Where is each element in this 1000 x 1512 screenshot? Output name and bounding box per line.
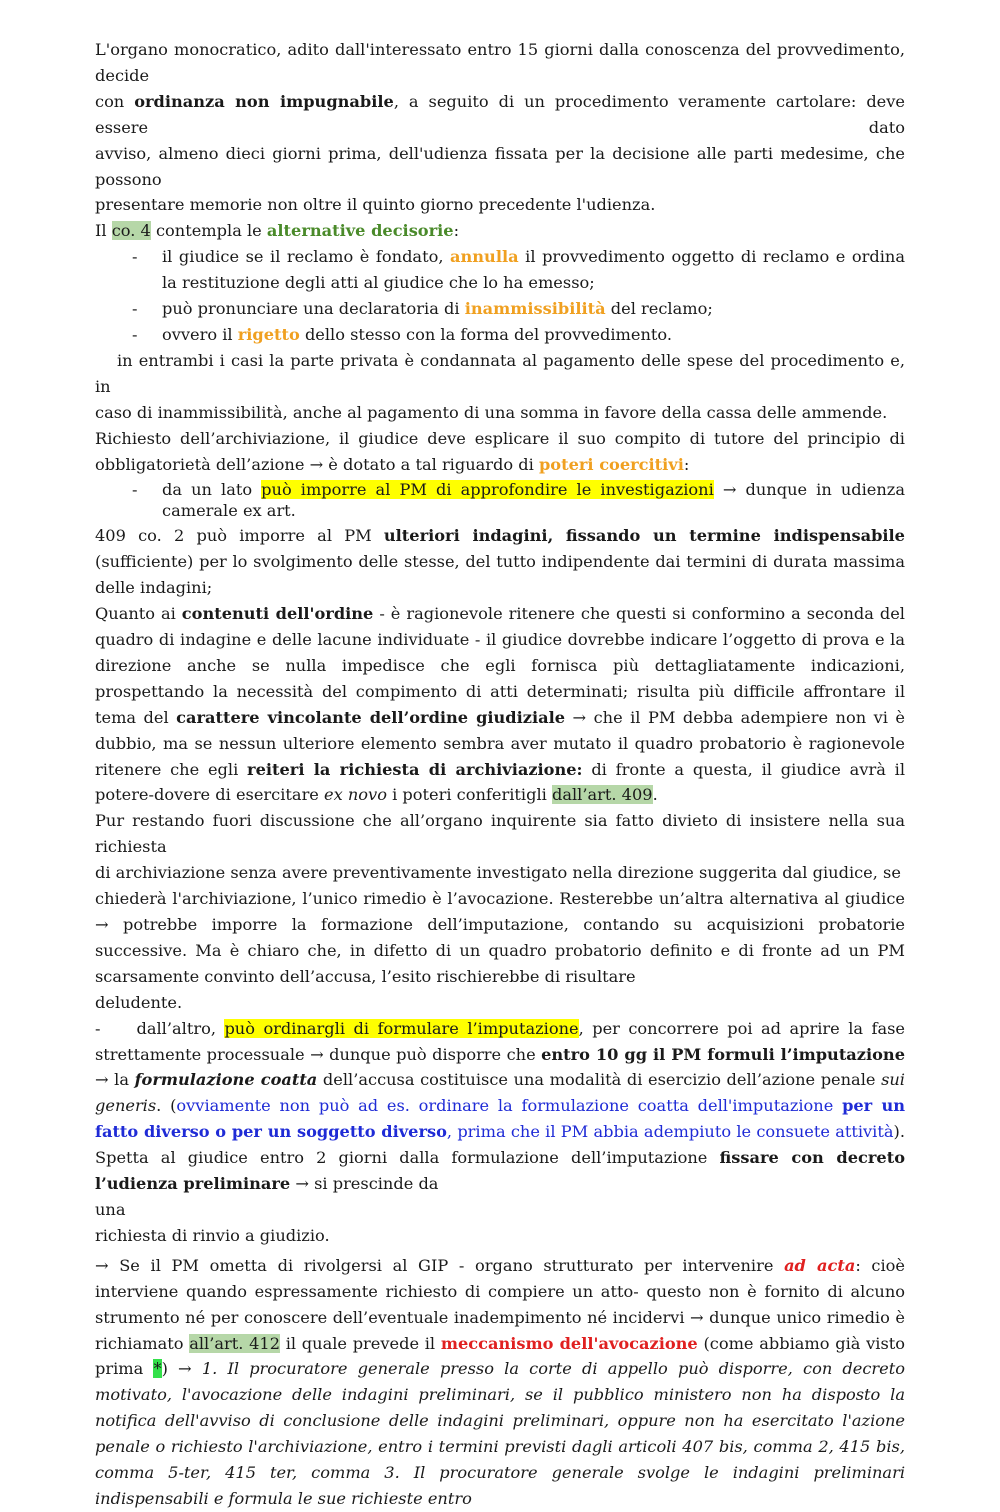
text: : cioè interviene quando espressamente richiesto di compiere un atto- questo non è fornito di alcuno strumento né per conoscere dell’eventuale inadempimento né incidervi → dunque unico rimedio è richiamato bbox=[95, 1255, 905, 1353]
text-line bbox=[95, 348, 905, 400]
text-line: Pur restando fuori discussione che all’organo inquirente sia fatto divieto di insistere nella sua richiesta bbox=[95, 811, 905, 857]
text: → Se il PM ometta di rivolgersi al GIP - organo strutturato per intervenire bbox=[95, 1255, 785, 1275]
text: i poteri conferitigli bbox=[386, 785, 552, 805]
bullet-item-annulla bbox=[95, 244, 905, 296]
paragraph-409-co2 bbox=[95, 523, 905, 601]
highlight-approfondire-investigazioni: può imporre al PM di approfondire le investigazioni bbox=[261, 480, 714, 500]
bold-fissare-decreto: fissare con decreto l’udienza preliminare bbox=[95, 1148, 905, 1194]
bullet-item-rigetto bbox=[95, 322, 905, 348]
text-block: chiederà l'archiviazione, l’unico rimedio è l’avocazione. Resterebbe un’altra alternativa al giudice → potrebbe imporre la formazione dell’imputazione, contando su acquisizioni probatorie successive. Ma è chiaro che, in difetto di un quadro probatorio definito e di fronte ad un PM scarsamente convinto dell’accusa, l’esito rischierebbe di risultare bbox=[95, 889, 905, 986]
text: può pronunciare una declaratoria di bbox=[162, 299, 465, 319]
text: → la bbox=[95, 1070, 135, 1090]
bullet-item-inammissibilita bbox=[95, 296, 905, 322]
paragraph-richiesto-archiviazione bbox=[95, 426, 905, 478]
bullet-dash: - bbox=[132, 247, 138, 267]
text: (sufficiente) per lo svolgimento delle stesse, del tutto indipendente dai termini di durata massima delle indagini; bbox=[95, 552, 905, 598]
bullet-dash: - bbox=[132, 299, 138, 319]
text: obbligatorietà dell’azione → è dotato a tal riguardo di bbox=[95, 454, 539, 474]
text: Il bbox=[95, 221, 112, 241]
italic-art-412-quote: 1. Il procuratore generale presso la corte di appello può disporre, con decreto motivato, l'avocazione delle indagini preliminari, se il pubblico ministero non ha disposto la notifica dell'avviso di conclusione delle indagini preliminari, oppure non ha esercitato l'azione penale o richiesto l'archiviazione, entro i termini previsti dagli articoli 407 bis, comma 2, 415 bis, comma 5-ter, 415 ter, comma 3. Il procuratore generale svolge le indagini preliminari indispensabili e formula le sue richieste entro bbox=[95, 1359, 905, 1508]
text-line: di archiviazione senza avere preventivamente investigato nella direzione suggerita dal giudice, se bbox=[95, 863, 901, 883]
text: (come abbiamo già visto prima bbox=[95, 1333, 906, 1379]
text-line: caso di inammissibilità, anche al pagamento di una somma in favore della cassa delle ammende. bbox=[95, 402, 888, 422]
blue-bold-fatto-diverso: per un fatto diverso o per un soggetto diverso bbox=[95, 1096, 905, 1142]
text: → dunque in udienza camerale ex art. bbox=[162, 480, 905, 521]
text: in entrambi i casi la parte privata è condannata al pagamento delle spese del procedimento e, in bbox=[95, 350, 905, 396]
green-alternative-decisorie: alternative decisorie bbox=[266, 221, 454, 241]
text-line: deludente. bbox=[95, 992, 183, 1012]
text-line: una bbox=[95, 1199, 126, 1219]
text: Quanto ai bbox=[95, 604, 182, 624]
bold-ulteriori-indagini: ulteriori indagini bbox=[383, 526, 548, 546]
text-line: presentare memorie non oltre il quinto giorno precedente l'udienza. bbox=[95, 195, 656, 215]
red-italic-ad-acta: ad acta bbox=[784, 1255, 856, 1275]
text: , bbox=[547, 526, 566, 546]
text: di fronte a questa, il giudice avrà il potere-dovere di esercitare bbox=[95, 759, 905, 805]
text-line bbox=[95, 89, 905, 141]
text: . bbox=[652, 785, 658, 805]
paragraph-avocazione bbox=[95, 1253, 905, 1512]
text: il giudice se il reclamo è fondato, bbox=[162, 247, 451, 267]
bold-contenuti-ordine: contenuti dell'ordine bbox=[181, 604, 374, 624]
highlight-art-412: all’art. 412 bbox=[189, 1333, 281, 1353]
orange-rigetto: rigetto bbox=[237, 324, 300, 344]
text: da un lato bbox=[162, 480, 262, 500]
text: il quale prevede il bbox=[280, 1333, 441, 1353]
paragraph-entrambi-casi bbox=[95, 348, 905, 426]
highlight-asterisk: * bbox=[153, 1359, 162, 1379]
orange-inammissibilita: inammissibilità bbox=[464, 299, 606, 319]
text: con bbox=[95, 91, 135, 111]
paragraph-formulare-imputazione bbox=[95, 1016, 905, 1249]
bullet-dash: - bbox=[95, 1018, 101, 1038]
text: del reclamo; bbox=[605, 299, 713, 319]
bullet-dash: - bbox=[132, 324, 138, 344]
text: contempla le bbox=[150, 221, 267, 241]
highlight-co4: co. 4 bbox=[111, 221, 151, 241]
text: → si prescinde da bbox=[290, 1174, 439, 1194]
text: , per concorrere poi ad aprire la fase strettamente processuale → dunque può disporre che bbox=[95, 1018, 906, 1064]
text: : bbox=[453, 221, 460, 241]
text-line: richiesta di rinvio a giudizio. bbox=[95, 1225, 330, 1245]
blue-ovviamente: ovviamente non può ad es. ordinare la formulazione coatta dell'imputazione bbox=[176, 1096, 843, 1116]
text: ovvero il bbox=[162, 324, 238, 344]
bold-ordinanza: ordinanza non impugnabile bbox=[134, 91, 394, 111]
bold-termine-indispensabile: fissando un termine indispensabile bbox=[565, 526, 905, 546]
paragraph-co4 bbox=[95, 218, 905, 244]
bold-reiteri-richiesta: reiteri la richiesta di archiviazione: bbox=[247, 759, 583, 779]
text: il provvedimento oggetto di reclamo e ordina la restituzione degli atti al giudice che lo ha emesso; bbox=[162, 247, 905, 293]
bold-italic-formulazione-coatta: formulazione coatta bbox=[134, 1070, 318, 1090]
bullet-dash: - bbox=[132, 480, 138, 500]
text-line: avviso, almeno dieci giorni prima, dell'udienza fissata per la decisione alle parti medesime, che possono bbox=[95, 143, 905, 189]
text: dall’altro, bbox=[136, 1018, 225, 1038]
text-line: L'organo monocratico, adito dall'interessato entro 15 giorni dalla conoscenza del provvedimento, decide bbox=[95, 40, 905, 85]
orange-poteri-coercitivi: poteri coercitivi bbox=[538, 454, 684, 474]
text: - è ragionevole ritenere che questi si conformino a seconda del quadro di indagine e delle lacune individuate - il giudice dovrebbe indicare l’oggetto di prova e la direzione anche se nulla impedisce che egli fornisca più dettagliatamente indicazioni, prospettando la necessità del compimento di atti determinati; risulta più difficile affrontare il tema del bbox=[95, 604, 905, 727]
red-meccanismo-avocazione: meccanismo dell'avocazione bbox=[440, 1333, 698, 1353]
text: dell’accusa costituisce una modalità di esercizio dell’azione penale bbox=[317, 1070, 882, 1090]
bold-carattere-vincolante: carattere vincolante dell’ordine giudiziale bbox=[176, 707, 566, 727]
text: → che il PM debba adempiere non vi è dubbio, ma se nessun ulteriore elemento sembra aver mutato il quadro probatorio è ragionevole ritenere che egli bbox=[95, 707, 905, 779]
blue-prima-che: , prima che il PM abbia adempiuto le consuete attività bbox=[446, 1122, 894, 1142]
text: ) → bbox=[161, 1359, 202, 1379]
document-page bbox=[95, 37, 905, 1512]
italic-ex-novo: ex novo bbox=[324, 785, 387, 805]
bold-entro-10-gg: entro 10 gg il PM formuli l’imputazione bbox=[541, 1044, 906, 1064]
text-line bbox=[95, 452, 905, 478]
paragraph-organo-monocratico bbox=[95, 37, 905, 218]
text: 409 co. 2 può imporre al PM bbox=[95, 526, 384, 546]
text: dello stesso con la forma del provvedimento. bbox=[299, 324, 672, 344]
orange-annulla: annulla bbox=[450, 247, 519, 267]
paragraph-contenuti-ordine bbox=[95, 601, 905, 808]
text: . ( bbox=[156, 1096, 177, 1116]
highlight-art-409: dall’art. 409 bbox=[551, 785, 653, 805]
bullet-item-approfondire bbox=[95, 479, 905, 521]
text: : bbox=[683, 454, 690, 474]
text: ). Spetta al giudice entro 2 giorni dalla formulazione dell’imputazione bbox=[95, 1122, 905, 1168]
highlight-formulare-imputazione: può ordinargli di formulare l’imputazione bbox=[224, 1018, 579, 1038]
text-line: Richiesto dell’archiviazione, il giudice deve esplicare il suo compito di tutore del principio di bbox=[95, 428, 905, 448]
italic-sui-generis: sui generis bbox=[95, 1070, 905, 1116]
paragraph-pur-restando bbox=[95, 808, 905, 1015]
text: , a seguito di un procedimento veramente cartolare: deve essere dato bbox=[95, 91, 905, 137]
